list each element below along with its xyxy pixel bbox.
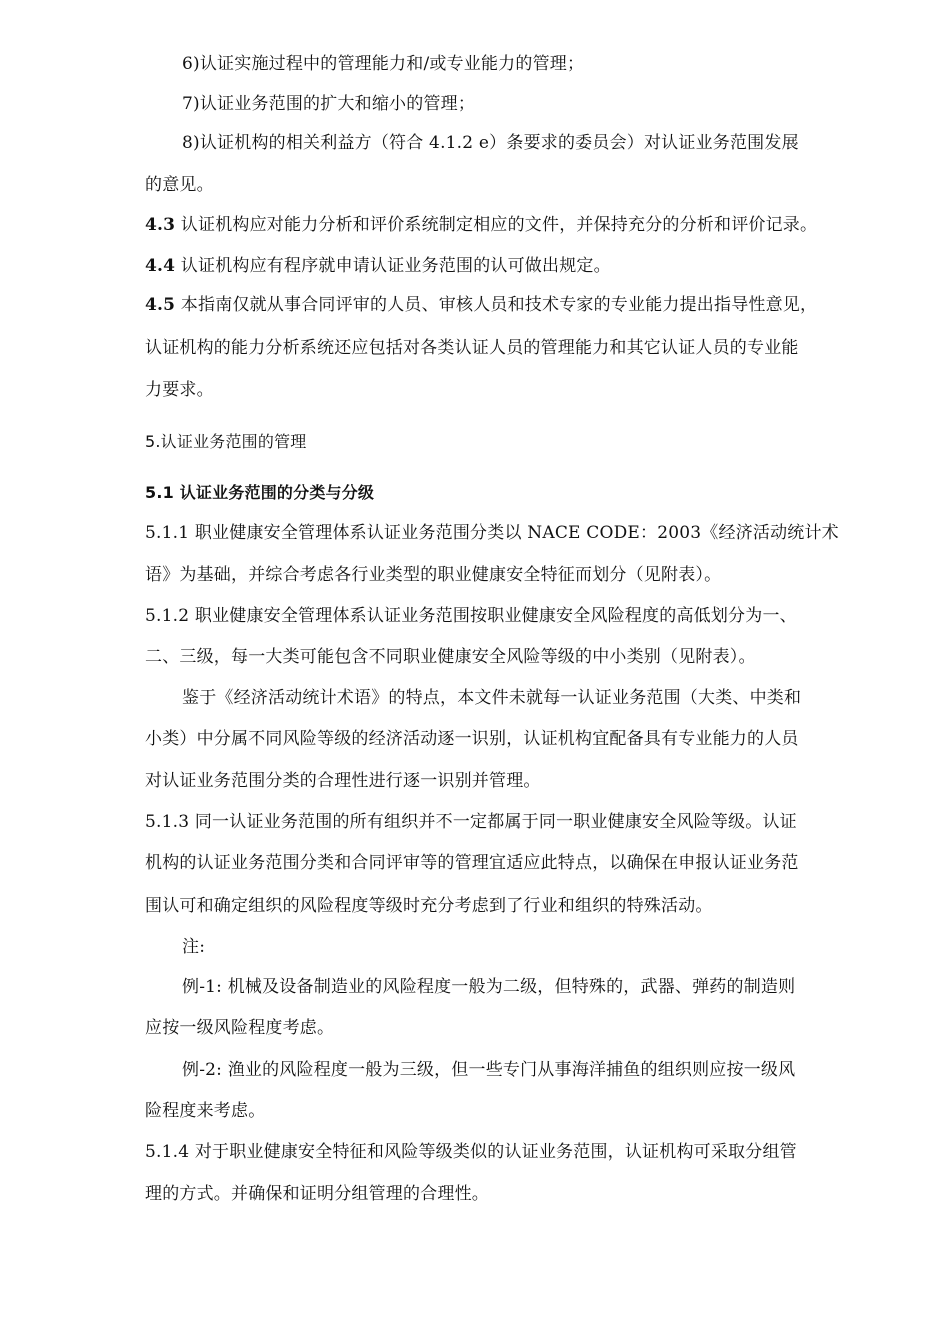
clause-number: 4.3 (145, 215, 176, 235)
para-5-1-4-line1: 5.1.4 对于职业健康安全特征和风险等级类似的认证业务范围，认证机构可采取分组管 (145, 1142, 797, 1162)
clause-4-5-line2: 认证机构的能力分析系统还应包括对各类认证人员的管理能力和其它认证人员的专业能 (145, 338, 799, 358)
clause-text: 认证机构应对能力分析和评价系统制定相应的文件，并保持充分的分析和评价记录。 (175, 215, 818, 235)
para-note-line3: 对认证业务范围分类的合理性进行逐一识别并管理。 (145, 771, 541, 791)
example-1-line2: 应按一级风险程度考虑。 (145, 1018, 335, 1038)
list-item-8-cont: 的意见。 (145, 175, 214, 195)
clause-text: 认证机构应有程序就申请认证业务范围的认可做出规定。 (175, 256, 611, 276)
section-5-title: 5.认证业务范围的管理 (145, 432, 307, 451)
clause-number: 4.5 (145, 295, 176, 315)
note-label: 注: (182, 937, 206, 957)
para-5-1-2-line2: 二、三级，每一大类可能包含不同职业健康安全风险等级的中小类别（见附表）。 (145, 647, 756, 667)
clause-4-5 (145, 293, 817, 317)
para-note-line1: 鉴于《经济活动统计术语》的特点，本文件未就每一认证业务范围（大类、中类和 (182, 688, 802, 708)
para-note-line2: 小类）中分属不同风险等级的经济活动逐一识别，认证机构宜配备具有专业能力的人员 (145, 729, 799, 749)
para-5-1-4-line2: 理的方式。并确保和证明分组管理的合理性。 (145, 1184, 489, 1204)
example-1-line1: 例-1: 机械及设备制造业的风险程度一般为二级，但特殊的，武器、弹药的制造则 (182, 977, 796, 997)
clause-number: 4.4 (145, 256, 176, 276)
clause-4-4 (145, 254, 611, 278)
para-5-1-3-line3: 围认可和确定组织的风险程度等级时充分考虑到了行业和组织的特殊活动。 (145, 896, 713, 916)
example-2-line2: 险程度来考虑。 (145, 1101, 266, 1121)
list-item-7: 7)认证业务范围的扩大和缩小的管理； (182, 94, 476, 114)
para-5-1-2-line1: 5.1.2 职业健康安全管理体系认证业务范围按职业健康安全风险程度的高低划分为一、 (145, 606, 797, 626)
section-5-1-title: 5.1 认证业务范围的分类与分级 (145, 483, 375, 502)
para-5-1-3-line2: 机构的认证业务范围分类和合同评审等的管理宜适应此特点，以确保在申报认证业务范 (145, 853, 799, 873)
clause-4-5-line3: 力要求。 (145, 380, 214, 400)
para-5-1-1-line2: 语》为基础，并综合考虑各行业类型的职业健康安全特征而划分（见附表）。 (145, 565, 722, 585)
list-item-8: 8)认证机构的相关利益方（符合 4.1.2 e）条要求的委员会）对认证业务范围发展 (182, 133, 799, 153)
para-5-1-3-line1: 5.1.3 同一认证业务范围的所有组织并不一定都属于同一职业健康安全风险等级。认证 (145, 812, 797, 832)
para-5-1-1-line1: 5.1.1 职业健康安全管理体系认证业务范围分类以 NACE CODE：2003《经济活动统计术 (145, 523, 839, 543)
list-item-6: 6)认证实施过程中的管理能力和/或专业能力的管理； (182, 54, 585, 74)
clause-text: 本指南仅就从事合同评审的人员、审核人员和技术专家的专业能力提出指导性意见， (175, 295, 818, 315)
clause-4-3 (145, 213, 817, 237)
example-2-line1: 例-2: 渔业的风险程度一般为三级，但一些专门从事海洋捕鱼的组织则应按一级风 (182, 1060, 796, 1080)
